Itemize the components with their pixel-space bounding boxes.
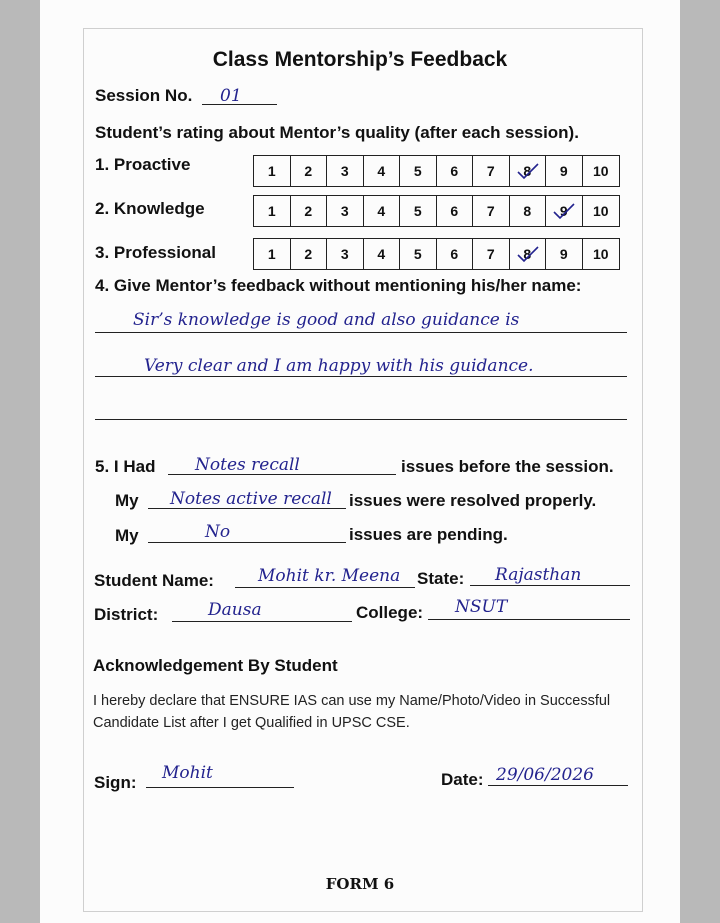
rating-cell[interactable] — [327, 239, 364, 269]
sign-value[interactable]: Mohit — [162, 763, 213, 783]
rating-number: 3 — [340, 163, 349, 179]
issues-pending-value[interactable]: No — [205, 522, 231, 542]
state-line — [470, 585, 630, 586]
rating-number: 8 — [523, 246, 532, 262]
check-mark-icon — [551, 201, 577, 221]
feedback-prompt: 4. Give Mentor’s feedback without mentioning his/her name: — [95, 276, 582, 295]
sign-label: Sign: — [94, 773, 137, 792]
rating-cell[interactable] — [364, 156, 401, 186]
feedback-line-2-text[interactable]: Very clear and I am happy with his guidance. — [144, 356, 534, 376]
rating-cell[interactable] — [473, 156, 510, 186]
rating-cell[interactable] — [327, 156, 364, 186]
rating-cell[interactable] — [546, 239, 583, 269]
rating-label-proactive: 1. Proactive — [95, 155, 191, 174]
rating-cell[interactable] — [400, 156, 437, 186]
rating-number: 2 — [304, 246, 313, 262]
rating-cell[interactable] — [291, 196, 328, 226]
rating-number: 2 — [304, 203, 313, 219]
rating-scale-proactive — [253, 155, 620, 187]
rating-cell[interactable] — [437, 156, 474, 186]
session-value[interactable]: 01 — [220, 86, 242, 106]
rating-cell[interactable] — [327, 196, 364, 226]
student-name-label: Student Name: — [94, 571, 214, 590]
issues-resolved-value[interactable]: Notes active recall — [170, 489, 332, 509]
rating-scale-professional — [253, 238, 620, 270]
rating-number: 3 — [340, 203, 349, 219]
rating-number: 4 — [377, 203, 386, 219]
district-label: District: — [94, 605, 159, 624]
rating-cell[interactable] — [583, 239, 620, 269]
issues-had-value[interactable]: Notes recall — [195, 455, 300, 475]
rating-number: 9 — [559, 203, 568, 219]
rating-cell[interactable] — [254, 156, 291, 186]
state-value[interactable]: Rajasthan — [495, 565, 582, 585]
district-value[interactable]: Dausa — [208, 600, 262, 620]
student-name-line — [235, 587, 415, 588]
rating-number: 1 — [267, 203, 276, 219]
rating-cell[interactable] — [400, 196, 437, 226]
issues-had-suffix: issues before the session. — [401, 457, 614, 476]
rating-number: 10 — [592, 246, 609, 262]
rating-number: 7 — [486, 203, 495, 219]
rating-cell[interactable] — [583, 156, 620, 186]
rating-number: 9 — [559, 246, 568, 262]
rating-cell[interactable] — [437, 239, 474, 269]
rating-number: 10 — [592, 203, 609, 219]
rating-cell[interactable] — [473, 239, 510, 269]
rating-cell[interactable] — [510, 196, 547, 226]
issues-pending-label: My — [115, 526, 139, 545]
rating-number: 6 — [450, 163, 459, 179]
check-mark-icon — [515, 244, 541, 264]
rating-cell-selected[interactable] — [546, 196, 583, 226]
feedback-line-1-text[interactable]: Sir’s knowledge is good and also guidance is — [133, 310, 520, 330]
rating-number: 5 — [413, 163, 422, 179]
rating-number: 4 — [377, 246, 386, 262]
rating-number: 9 — [559, 163, 568, 179]
issues-had-label: 5. I Had — [95, 457, 156, 476]
rating-cell[interactable] — [364, 196, 401, 226]
rating-number: 6 — [450, 203, 459, 219]
rating-cell[interactable] — [473, 196, 510, 226]
rating-number: 10 — [592, 163, 609, 179]
rating-cell[interactable] — [291, 156, 328, 186]
rating-number: 1 — [267, 246, 276, 262]
rating-label-knowledge: 2. Knowledge — [95, 199, 205, 218]
form-title: Class Mentorship’s Feedback — [212, 48, 508, 71]
rating-cell[interactable] — [254, 239, 291, 269]
rating-cell[interactable] — [254, 196, 291, 226]
college-label: College: — [356, 603, 424, 622]
rating-cell[interactable] — [400, 239, 437, 269]
rating-label-professional: 3. Professional — [95, 243, 216, 262]
rating-cell[interactable] — [364, 239, 401, 269]
rating-number: 7 — [486, 163, 495, 179]
rating-number: 5 — [413, 203, 422, 219]
sign-line — [146, 787, 294, 788]
college-line — [428, 619, 630, 620]
rating-number: 2 — [304, 163, 313, 179]
date-label: Date: — [441, 770, 484, 789]
district-line — [172, 621, 352, 622]
rating-number: 7 — [486, 246, 495, 262]
rating-cell[interactable] — [583, 196, 620, 226]
rating-number: 8 — [523, 163, 532, 179]
feedback-line-1 — [95, 332, 627, 333]
rating-number: 6 — [450, 246, 459, 262]
date-line — [488, 785, 628, 786]
issues-pending-line — [148, 542, 346, 543]
rating-cell[interactable] — [437, 196, 474, 226]
rating-cell[interactable] — [546, 156, 583, 186]
form-number: FORM 6 — [325, 875, 395, 893]
feedback-line-2 — [95, 376, 627, 377]
rating-scale-knowledge — [253, 195, 620, 227]
rating-number: 8 — [523, 203, 532, 219]
ack-heading: Acknowledgement By Student — [93, 656, 338, 675]
issues-resolved-label: My — [115, 491, 139, 510]
issues-resolved-suffix: issues were resolved properly. — [349, 491, 597, 510]
rating-number: 5 — [413, 246, 422, 262]
feedback-line-3 — [95, 419, 627, 420]
student-name-value[interactable]: Mohit kr. Meena — [258, 566, 401, 586]
rating-intro: Student’s rating about Mentor’s quality (after each session). — [95, 123, 579, 142]
rating-cell-selected[interactable] — [510, 239, 547, 269]
rating-cell-selected[interactable] — [510, 156, 547, 186]
date-value[interactable]: 29/06/2026 — [496, 765, 594, 785]
state-label: State: — [417, 569, 465, 588]
rating-cell[interactable] — [291, 239, 328, 269]
session-label: Session No. — [95, 86, 193, 105]
rating-number: 4 — [377, 163, 386, 179]
rating-number: 3 — [340, 246, 349, 262]
check-mark-icon — [515, 161, 541, 181]
issues-pending-suffix: issues are pending. — [349, 525, 508, 544]
rating-number: 1 — [267, 163, 276, 179]
college-value[interactable]: NSUT — [455, 597, 508, 617]
declaration-line-2: Candidate List after I get Qualified in UPSC CSE. — [93, 715, 410, 731]
declaration-line-1: I hereby declare that ENSURE IAS can use my Name/Photo/Video in Successful — [93, 693, 611, 709]
